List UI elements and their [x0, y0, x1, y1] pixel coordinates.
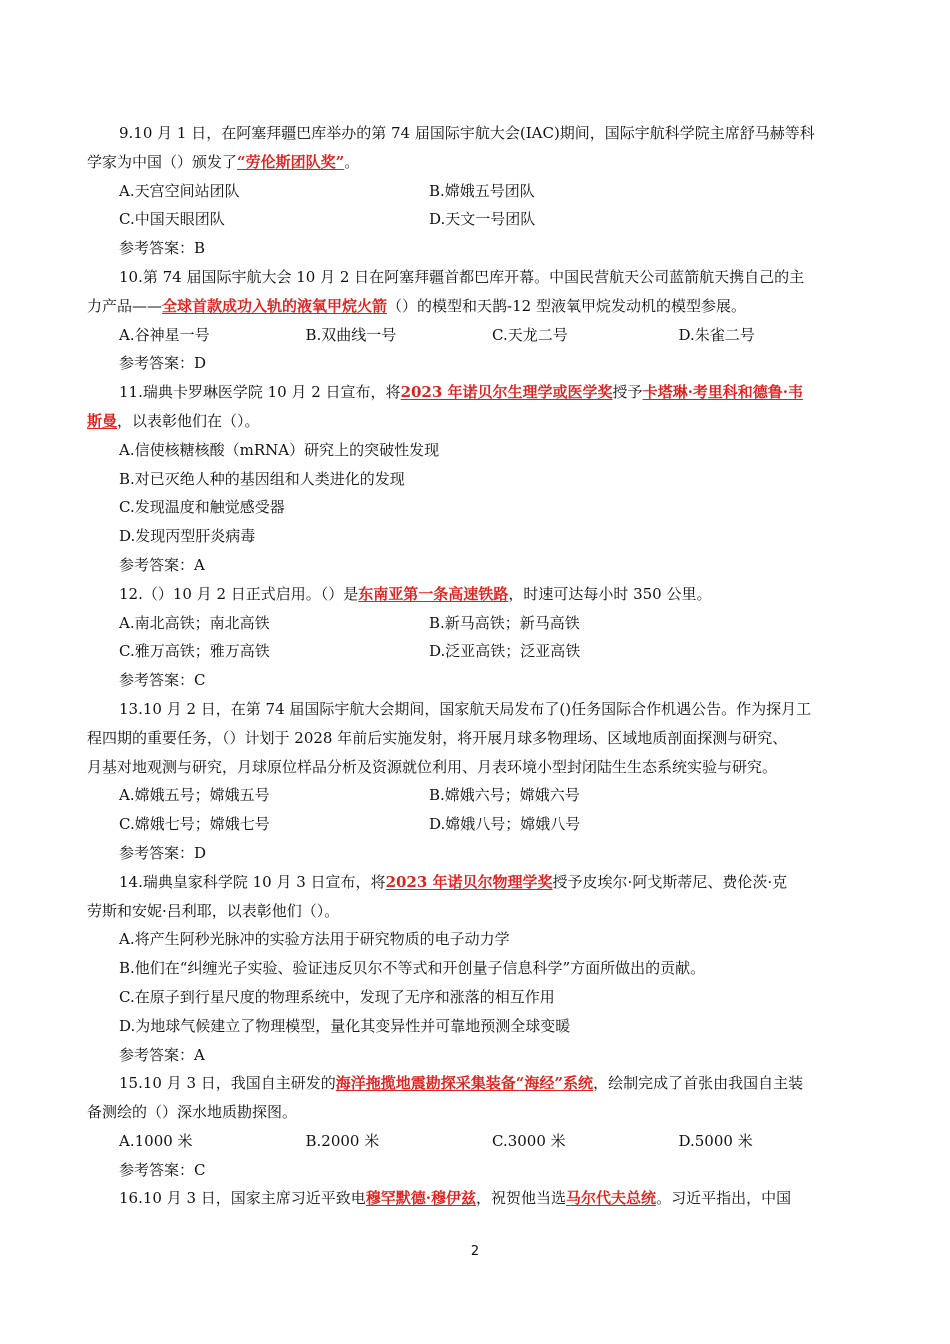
question-13-line-3: 月基对地观测与研究，月球原位样品分析及资源就位利用、月表环境小型封闭陆生生态系统实验与研究。	[87, 757, 778, 776]
question-15-line-2: 备测绘的（）深水地质勘探图。	[87, 1103, 298, 1122]
question-10-line-1: 10.第 74 届国际宇航大会 10 月 2 日在阿塞拜疆首都巴库开幕。中国民营航天公司蓝箭航天携自己的主	[119, 267, 805, 286]
question-9-answer: 参考答案：B	[119, 239, 206, 258]
option-c: C.中国天眼团队	[119, 210, 225, 229]
question-10-answer: 参考答案：D	[119, 354, 207, 373]
question-13-answer: 参考答案：D	[119, 843, 207, 862]
text: 授予皮埃尔·阿戈斯蒂尼、费伦茨·克	[552, 872, 788, 891]
question-16-line-1	[87, 1184, 865, 1213]
question-13-options-row-2	[87, 810, 865, 839]
text: 12.（）10 月 2 日正式启用。（）是	[119, 584, 359, 603]
question-14-line-2: 劳斯和安妮·吕利耶，以表彰他们（）。	[87, 901, 340, 920]
question-12-options-row-2	[87, 637, 865, 666]
option-a: A.南北高铁；南北高铁	[119, 613, 270, 632]
question-13-line-1: 13.10 月 2 日，在第 74 届国际宇航大会期间，国家航天局发布了()任务国际合作机遇公告。作为探月工	[119, 699, 812, 718]
highlight-keyword: 2023 年诺贝尔物理学奖	[385, 872, 553, 891]
option-b: B.对已灭绝人种的基因组和人类进化的发现	[119, 469, 405, 488]
option-c: C.3000 米	[492, 1131, 566, 1150]
text: 。	[344, 152, 360, 171]
option-b: B.嫦娥六号；嫦娥六号	[429, 786, 580, 805]
option-b: B.他们在“纠缠光子实验、验证违反贝尔不等式和开创量子信息科学”方面所做出的贡献。	[119, 959, 706, 978]
option-d: D.发现丙型肝炎病毒	[119, 527, 256, 546]
option-d: D.朱雀二号	[678, 325, 755, 344]
text: 学家为中国（）颁发了	[87, 152, 238, 171]
question-15-answer: 参考答案：C	[119, 1160, 206, 1179]
option-a: A.嫦娥五号；嫦娥五号	[119, 786, 270, 805]
question-13-options-row-1	[87, 781, 865, 810]
question-9-line-1: 9.10 月 1 日，在阿塞拜疆巴库举办的第 74 届国际宇航大会(IAC)期间，国际宇航科学院主席舒马赫等科	[119, 124, 815, 142]
text: （）的模型和天鹊-12 型液氧甲烷发动机的模型参展。	[387, 296, 746, 315]
text: ，以表彰他们在（）。	[117, 411, 260, 430]
option-c: C.嫦娥七号；嫦娥七号	[119, 815, 270, 834]
question-15-options	[87, 1127, 865, 1156]
text: 14.瑞典皇家科学院 10 月 3 日宣布，将	[119, 872, 386, 891]
question-9-options-row-1	[87, 177, 865, 206]
question-11-answer: 参考答案：A	[119, 555, 205, 574]
question-12-options-row-1	[87, 609, 865, 638]
question-14-line-1	[87, 868, 865, 897]
question-11-line-2	[87, 407, 865, 436]
option-d: D.5000 米	[678, 1131, 753, 1150]
highlight-keyword: 斯曼	[87, 411, 118, 430]
option-a: A.天宫空间站团队	[119, 181, 240, 200]
text: 。习近平指出，中国	[656, 1189, 792, 1208]
question-10-line-2	[87, 292, 865, 321]
option-a: A.信使核糖核酸（mRNA）研究上的突破性发现	[119, 440, 440, 459]
text: ，绘制完成了首张由我国自主装	[593, 1074, 804, 1093]
option-d: D.为地球气候建立了物理模型，量化其变异性并可靠地预测全球变暖	[119, 1016, 571, 1035]
text: ，祝贺他当选	[476, 1189, 567, 1208]
option-a: A.1000 米	[119, 1131, 193, 1150]
question-13-line-2: 程四期的重要任务，（）计划于 2028 年前后实施发射，将开展月球多物理场、区域地质剖面探测与研究、	[87, 728, 788, 747]
option-d: D.天文一号团队	[429, 210, 536, 229]
option-d: D.泛亚高铁；泛亚高铁	[429, 642, 581, 661]
highlight-keyword: 卡塔琳·考里科和德鲁·韦	[642, 383, 804, 402]
option-b: B.新马高铁；新马高铁	[429, 613, 580, 632]
question-11-line-1	[87, 378, 865, 407]
question-12-answer: 参考答案：C	[119, 671, 206, 690]
highlight-keyword: 海洋拖揽地震勘探采集装备“海经”系统	[335, 1074, 594, 1093]
option-d: D.嫦娥八号；嫦娥八号	[429, 815, 581, 834]
question-9-options-row-2	[87, 205, 865, 234]
highlight-keyword: 2023 年诺贝尔生理学或医学奖	[400, 383, 613, 402]
text: 力产品——	[87, 296, 163, 315]
highlight-keyword: 全球首款成功入轨的液氧甲烷火箭	[162, 296, 388, 315]
option-a: A.将产生阿秒光脉冲的实验方法用于研究物质的电子动力学	[119, 930, 510, 949]
option-c: C.在原子到行星尺度的物理系统中，发现了无序和涨落的相互作用	[119, 987, 555, 1006]
option-c: C.天龙二号	[492, 325, 568, 344]
text: 授予	[612, 383, 643, 402]
option-b: B.2000 米	[305, 1131, 380, 1150]
question-12-line-1	[87, 580, 865, 609]
text: 11.瑞典卡罗琳医学院 10 月 2 日宣布，将	[119, 383, 401, 402]
question-14-answer: 参考答案：A	[119, 1045, 205, 1064]
page-number: 2	[470, 1244, 480, 1259]
option-b: B.双曲线一号	[305, 325, 397, 344]
text: 16.10 月 3 日，国家主席习近平致电	[119, 1189, 366, 1208]
question-9-line-2	[87, 148, 865, 177]
page-content	[87, 119, 865, 1213]
highlight-keyword: 马尔代夫总统	[566, 1189, 657, 1208]
highlight-keyword: 穆罕默德·穆伊兹	[365, 1189, 477, 1208]
highlight-keyword: 东南亚第一条高速铁路	[358, 584, 509, 603]
option-c: C.雅万高铁；雅万高铁	[119, 642, 270, 661]
option-c: C.发现温度和触觉感受器	[119, 498, 285, 517]
highlight-keyword: “劳伦斯团队奖”	[237, 152, 345, 171]
option-a: A.谷神星一号	[119, 325, 210, 344]
text: ，时速可达每小时 350 公里。	[508, 584, 712, 603]
question-15-line-1	[87, 1069, 865, 1098]
text: 15.10 月 3 日，我国自主研发的	[119, 1074, 336, 1093]
question-10-options	[87, 321, 865, 350]
option-b: B.嫦娥五号团队	[429, 181, 535, 200]
